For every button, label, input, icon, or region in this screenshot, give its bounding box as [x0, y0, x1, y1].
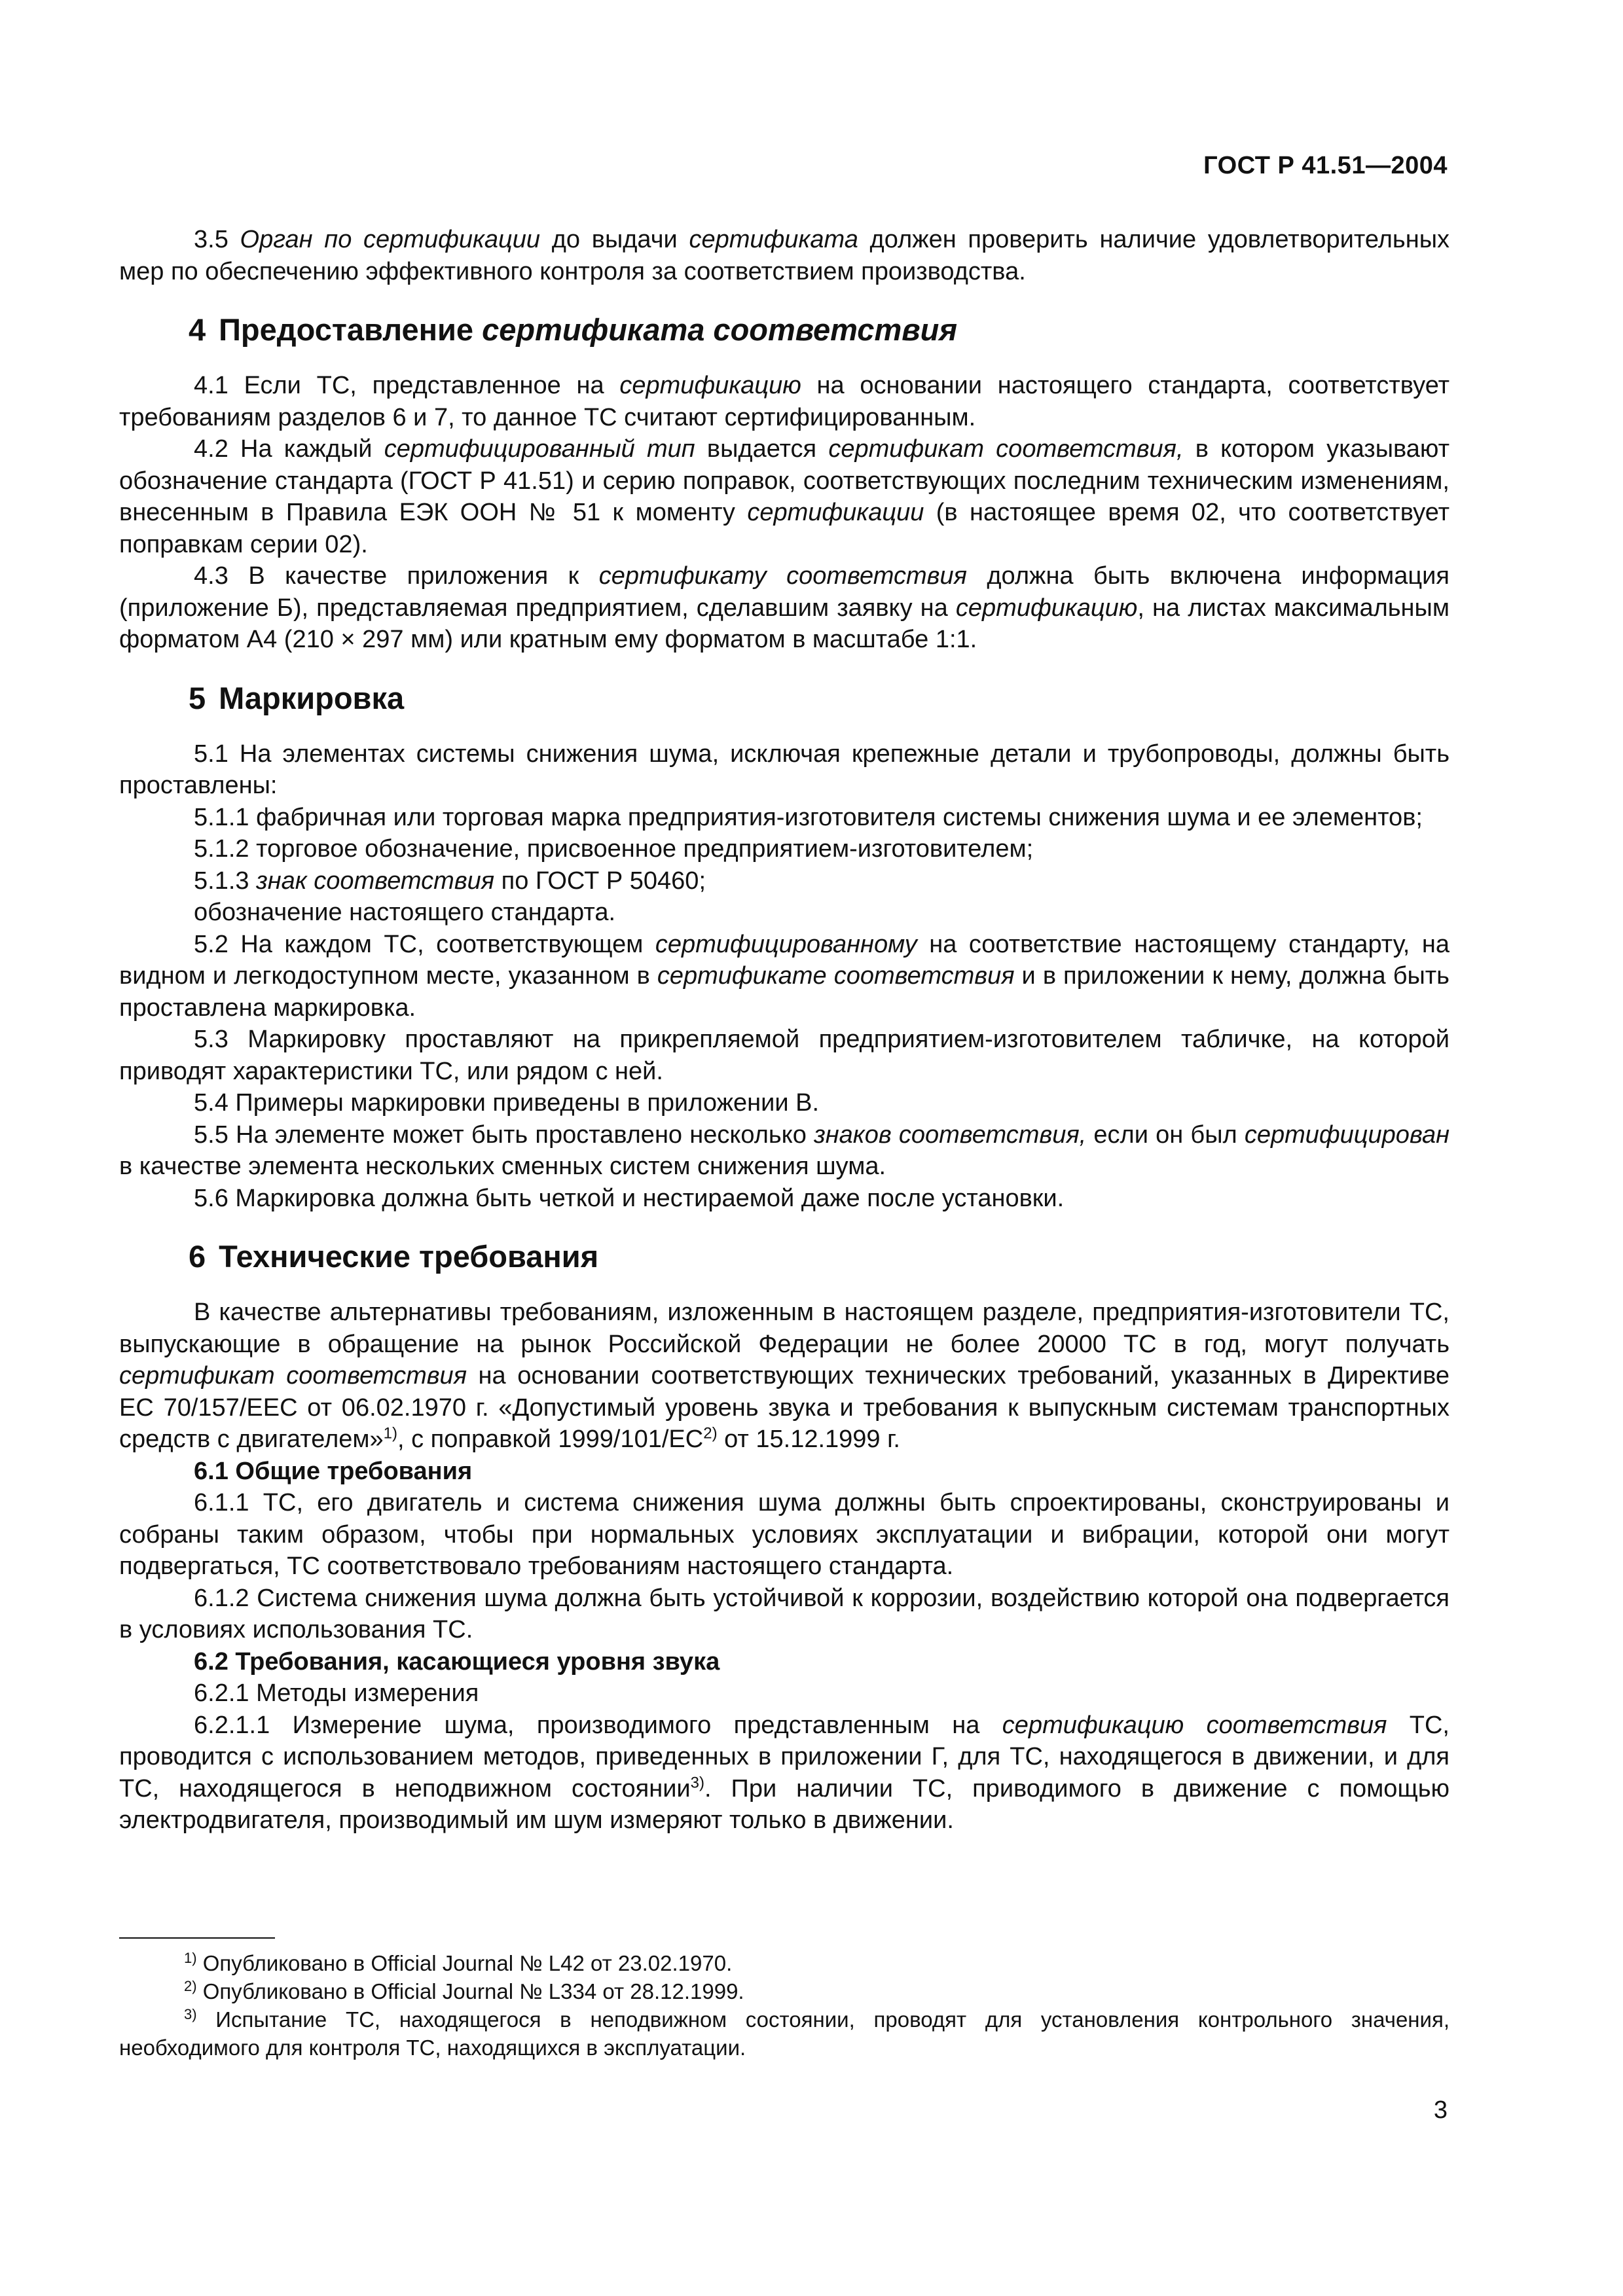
page-number: 3: [1433, 2096, 1448, 2124]
paragraph-4-1: 4.1 Если ТС, представленное на сертификацию на основании настоящего стандарта, соответствует требованиям разделов 6 и 7, то данное ТС считают сертифицированным.: [119, 372, 1450, 431]
paragraph-6-1-2: 6.1.2 Система снижения шума должна быть устойчивой к коррозии, воздействию которой она подвергается в условиях использования ТС.: [119, 1584, 1450, 1643]
document-id-header: ГОСТ Р 41.51—2004: [1203, 152, 1448, 179]
paragraph-5-4: 5.4 Примеры маркировки приведены в приложении В.: [194, 1089, 820, 1117]
footnote-ref-3[interactable]: 3): [690, 1773, 705, 1791]
paragraph-5-1: 5.1 На элементах системы снижения шума, исключая крепежные детали и трубопроводы, должны быть проставлены:: [119, 740, 1450, 799]
section-5-heading: 5 Маркировка: [189, 680, 405, 715]
footnote-2: $^{2)}$ Опубликовано в Official Journal № L334 от 28.12.1999.: [184, 1978, 744, 2003]
paragraph-5-6: 5.6 Маркировка должна быть четкой и нестираемой даже после установки.: [194, 1184, 1065, 1212]
paragraph-5-3: 5.3 Маркировку проставляют на прикрепляемой предприятием-изготовителем табличке, на которой приводят характеристики ТС, или рядом с ней.: [119, 1026, 1450, 1085]
paragraph-6-2-1: 6.2.1 Методы измерения: [194, 1679, 479, 1707]
footnotes: [119, 1949, 1450, 2062]
paragraph-5-2: 5.2 На каждом ТС, соответствующем сертифицированному на соответствие настоящему стандарту, на видном и легкодоступном месте, указанном в сертификате соответствия и в приложении к нему, должна быть проставлена маркировка.: [119, 930, 1450, 1022]
section-4-heading: 4 Предоставление сертификата соответствия: [189, 312, 958, 347]
paragraph-4-2: 4.2 На каждый сертифицированный тип выдается сертификат соответствия, в котором указывают обозначение стандарта (ГОСТ Р 41.51) и серию поправок, соответствующих последним техническим изменениям, внесенным в Правила ЕЭК ООН № 51 к моменту сертификации (в настоящее время 02, что соответствует поправкам серии 02).: [119, 435, 1450, 558]
footnote-ref-1[interactable]: 1): [383, 1424, 397, 1443]
footnote-3: $^{3)}$ Испытание ТС, находящегося в неподвижном состоянии, проводят для установления контрольного значения, необходимого для контроля ТС, находящихся в эксплуатации.: [119, 2006, 1450, 2060]
paragraph-4-3: 4.3 В качестве приложения к сертификату соответствия должна быть включена информация (приложение Б), представляемая предприятием, сделавшим заявку на сертификацию, на листах максимальным форматом А4 (210 × 297 мм) или кратным ему форматом в масштабе 1:1.: [119, 562, 1450, 653]
paragraph-5-1-1: 5.1.1 фабричная или торговая марка предприятия-изготовителя системы снижения шума и ее элементов;: [194, 803, 1423, 831]
paragraph-5-1-3-cont: обозначение настоящего стандарта.: [194, 899, 616, 926]
footnote-ref-2[interactable]: 2): [703, 1424, 718, 1443]
footnote-1: $^{1)}$ Опубликовано в Official Journal № L42 от 23.02.1970.: [184, 1950, 733, 1975]
subsection-6-2-heading: 6.2 Требования, касающиеся уровня звука: [194, 1647, 720, 1676]
paragraph-3-5: 3.5 Орган по сертификации до выдачи сертификата должен проверить наличие удовлетворительных мер по обеспечению эффективного контроля за соответствием производства.: [119, 226, 1450, 285]
paragraph-6-2-1-1: 6.2.1.1 Измерение шума, производимого представленным на сертификацию соответствия ТС, проводится с использованием методов, приведенных в приложении Г, для ТС, находящегося в движении, и для ТС, находящегося в неподвижном состоянии$^{3)}$. При наличии ТС, приводимого в движение с помощью электродвигателя, производимый им шум измеряют только в движении.: [119, 1711, 1450, 1834]
section-6-heading: 6 Технические требования: [189, 1239, 599, 1274]
paragraph-5-1-3: 5.1.3 знак соответствия по ГОСТ Р 50460;: [194, 867, 706, 895]
document-body: [119, 224, 1450, 1837]
paragraph-5-1-2: 5.1.2 торговое обозначение, присвоенное предприятием-изготовителем;: [194, 835, 1034, 863]
paragraph-6-intro: В качестве альтернативы требованиям, изложенным в настоящем разделе, предприятия-изготовители ТС, выпускающие в обращение на рынок Российской Федерации не более 20000 ТС в год, могут получать сертификат соответствия на основании соответствующих технических требований, указанных в Директиве ЕС 70/157/ЕЕС от 06.02.1970 г. «Допустимый уровень звука и требования к выпускным системам транспортных средств с двигателем»$^{1)}$, с поправкой 1999/101/ЕС$^{2)}$ от 15.12.1999 г.: [119, 1299, 1450, 1453]
paragraph-5-5: 5.5 На элементе может быть проставлено несколько знаков соответствия, если он был сертифицирован в качестве элемента нескольких сменных систем снижения шума.: [119, 1121, 1450, 1180]
paragraph-6-1-1: 6.1.1 ТС, его двигатель и система снижения шума должны быть спроектированы, сконструированы и собраны таким образом, чтобы при нормальных условиях эксплуатации и вибрации, которой они могут подвергаться, ТС соответствовало требованиям настоящего стандарта.: [119, 1489, 1450, 1580]
footnote-divider: [119, 1937, 275, 1939]
subsection-6-1-heading: 6.1 Общие требования: [194, 1457, 473, 1485]
